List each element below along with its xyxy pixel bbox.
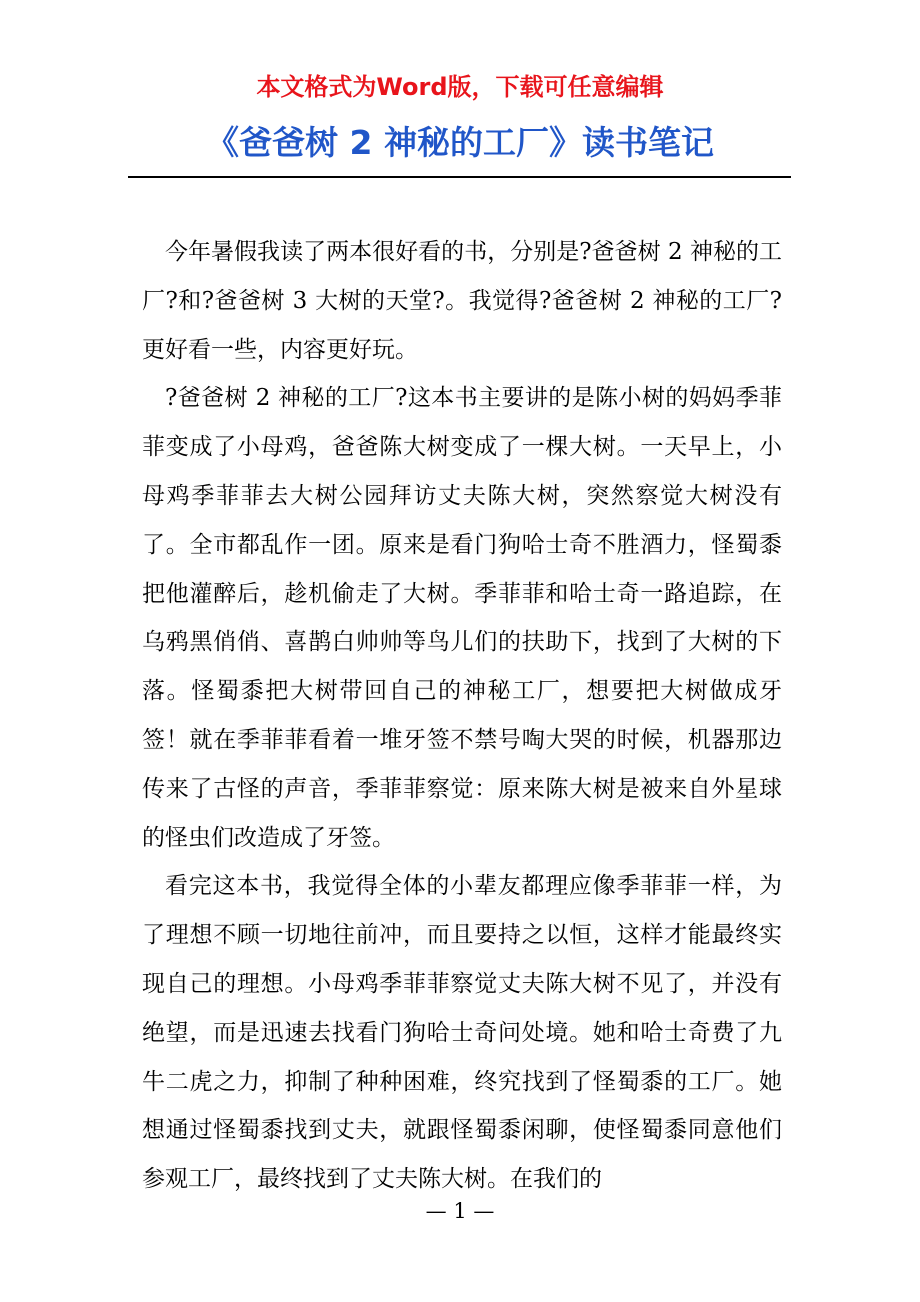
format-notice: 本文格式为Word版，下载可任意编辑 [256,73,664,101]
title-divider [128,176,791,178]
page-number: — 1 — [425,1199,495,1223]
paragraph-3: 看完这本书，我觉得全体的小辈友都理应像季菲菲一样，为了理想不顾一切地往前冲，而且要持之以恒，这样才能最终实现自己的理想。小母鸡季菲菲察觉丈夫陈大树不见了，并没有绝望，而是迅速去找看门狗哈士奇问处境。她和哈士奇费了九牛二虎之力，抑制了种种困难，终究找到了怪蜀黍的工厂。她想通过怪蜀黍找到丈夫，就跟怪蜀黍闲聊，使怪蜀黍同意他们参观工厂，最终找到了丈夫陈大树。在我们的 [142,873,782,1193]
document-title: 《爸爸树 2 神秘的工厂》读书笔记 [206,123,714,162]
document-body [142,228,782,1204]
paragraph-2: ?爸爸树 2 神秘的工厂?这本书主要讲的是陈小树的妈妈季菲菲变成了小母鸡，爸爸陈大树变成了一棵大树。一天早上，小母鸡季菲菲去大树公园拜访丈夫陈大树，突然察觉大树没有了。全市都乱作一团。原来是看门狗哈士奇不胜酒力，怪蜀黍把他灌醉后，趁机偷走了大树。季菲菲和哈士奇一路追踪，在乌鸦黑俏俏、喜鹊白帅帅等鸟儿们的扶助下，找到了大树的下落。怪蜀黍把大树带回自己的神秘工厂，想要把大树做成牙签！就在季菲菲看着一堆牙签不禁号啕大哭的时候，机器那边传来了古怪的声音，季菲菲察觉：原来陈大树是被来自外星球的怪虫们改造成了牙签。 [142,385,782,851]
paragraph-1: 今年暑假我读了两本很好看的书，分别是?爸爸树 2 神秘的工厂?和?爸爸树 3 大树的天堂?。我觉得?爸爸树 2 神秘的工厂?更好看一些，内容更好玩。 [142,239,782,363]
